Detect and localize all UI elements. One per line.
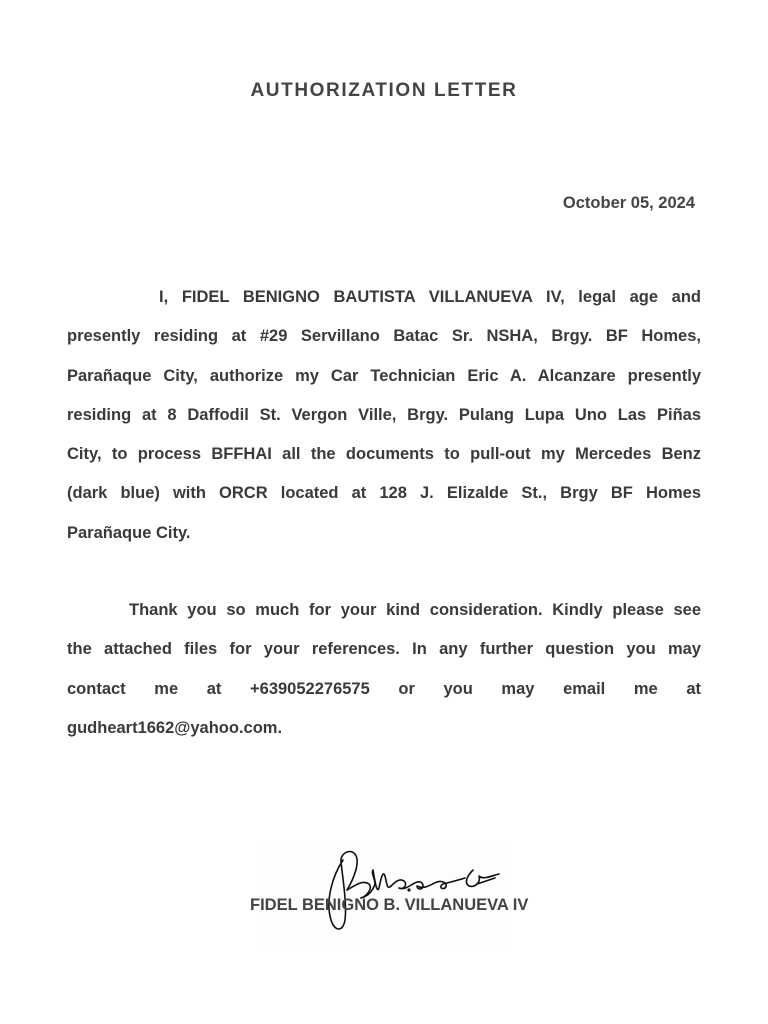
paragraph-1-line: residing at 8 Daffodil St. Vergon Ville, Brgy. Pulang Lupa Uno Las Piñas	[67, 405, 701, 424]
body-paragraph-1	[67, 278, 701, 553]
body-paragraph-2	[67, 591, 701, 748]
paragraph-1-line: Parañaque City, authorize my Car Technician Eric A. Alcanzare presently	[67, 366, 701, 385]
paragraph-1-line: presently residing at #29 Servillano Batac Sr. NSHA, Brgy. BF Homes,	[67, 327, 701, 346]
letter-title: AUTHORIZATION LETTER	[250, 80, 518, 101]
paragraph-2-line: the attached files for your references. In any further question you may	[67, 640, 701, 659]
letter-date: October 05, 2024	[562, 194, 695, 212]
paragraph-2-line: contact me at +639052276575 or you may email me at	[67, 679, 701, 698]
paragraph-2-line: Thank you so much for your kind consideration. Kindly please see	[129, 601, 701, 619]
signature-block	[258, 840, 510, 950]
paragraph-1-line: I, FIDEL BENIGNO BAUTISTA VILLANUEVA IV, legal age and	[159, 288, 701, 306]
paragraph-1-line: (dark blue) with ORCR located at 128 J. Elizalde St., Brgy BF Homes	[67, 484, 701, 503]
paragraph-2-line: gudheart1662@yahoo.com.	[67, 718, 283, 737]
paragraph-1-line: City, to process BFFHAI all the documents to pull-out my Mercedes Benz	[67, 445, 701, 464]
signer-name: FIDEL BENIGNO B. VILLANUEVA IV	[250, 896, 529, 914]
paragraph-1-line: Parañaque City.	[67, 523, 191, 542]
handwritten-signature	[313, 840, 513, 940]
